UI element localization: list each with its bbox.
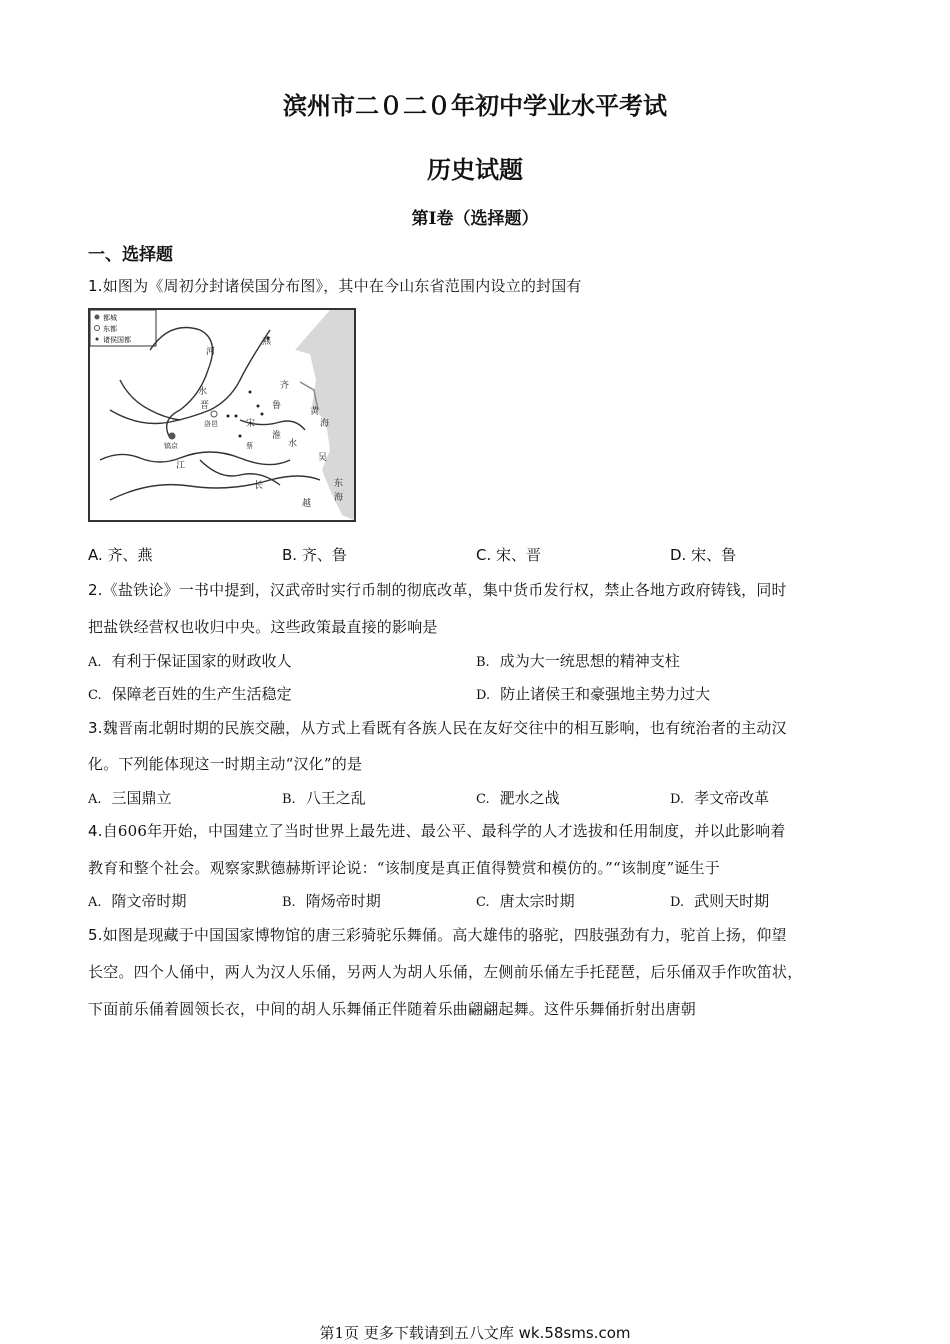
question-text: 魏晋南北朝时期的民族交融，从方式上看既有各族人民在友好交往中的相互影响，也有统治者的主动汉 xyxy=(102,719,787,737)
label-song: 宋 xyxy=(246,419,256,429)
option-key: B. xyxy=(282,895,296,910)
option-key: C. xyxy=(476,792,490,807)
q2-option-d[interactable] xyxy=(476,683,710,704)
option-text: 隋文帝时期 xyxy=(111,892,187,910)
q4-option-a[interactable] xyxy=(88,890,187,911)
option-text: 成为大一统思想的精神支柱 xyxy=(499,652,680,670)
q1-option-a[interactable] xyxy=(88,544,153,565)
q2-option-a[interactable] xyxy=(88,650,292,671)
part-heading: 第Ⅰ卷（选择题） xyxy=(411,209,539,229)
option-key: C. xyxy=(88,688,102,703)
exam-subject: 历史试题 xyxy=(427,155,523,184)
option-text: 淝水之战 xyxy=(499,789,560,807)
question-2-continued: 把盐铁经营权也收归中央。这些政策最直接的影响是 xyxy=(88,618,438,636)
option-text: 隋炀帝时期 xyxy=(305,892,381,910)
q4-option-c[interactable] xyxy=(476,890,575,911)
option-text: 武则天时期 xyxy=(694,892,770,910)
option-key: B. xyxy=(282,792,296,807)
question-text: 如图为《周初分封诸侯国分布图》，其中在今山东省范围内设立的封国有 xyxy=(102,277,582,295)
label-wu: 吴 xyxy=(318,453,328,463)
legend-fief-capital: 诸侯国都 xyxy=(103,336,131,344)
legend-capital: 都城 xyxy=(103,314,117,322)
question-2 xyxy=(88,579,787,600)
option-key: A. xyxy=(88,792,102,807)
label-haojing: 镐京 xyxy=(164,442,178,450)
legend-east-capital: 东都 xyxy=(103,325,117,333)
option-key: A. xyxy=(88,655,102,670)
q4-option-b[interactable] xyxy=(282,890,381,911)
q1-option-d[interactable] xyxy=(670,544,736,565)
question-5-continued-2: 下面前乐俑着圆领长衣，中间的胡人乐舞俑正伴随着乐曲翩翩起舞。这件乐舞俑折射出唐朝 xyxy=(88,1000,697,1018)
label-qi: 齐 xyxy=(280,381,290,391)
exam-title: 滨州市二０二０年初中学业水平考试 xyxy=(283,91,667,120)
option-text: B. 齐、鲁 xyxy=(282,546,347,564)
question-5 xyxy=(88,924,787,945)
q2-option-c[interactable] xyxy=(88,683,292,704)
option-text: 有利于保证国家的财政收人 xyxy=(111,652,292,670)
q3-option-a[interactable] xyxy=(88,787,172,808)
label-dong: 东 xyxy=(334,479,344,489)
question-text: 自606年开始，中国建立了当时世界上最先进、最公平、最科学的人才选拔和任用制度，并以此影响着 xyxy=(102,822,786,840)
sea-area xyxy=(295,310,354,520)
label-shui: 水 xyxy=(198,387,208,397)
label-jiang: 江 xyxy=(176,461,186,471)
option-text: 三国鼎立 xyxy=(111,789,172,807)
q3-option-c[interactable] xyxy=(476,787,560,808)
label-cai: 蔡 xyxy=(246,442,253,450)
q1-option-b[interactable] xyxy=(282,544,347,565)
map-legend xyxy=(90,310,156,346)
question-text: 《盐铁论》一书中提到，汉武帝时实行币制的彻底改革，集中货币发行权，禁止各地方政府铸钱，同时 xyxy=(102,581,787,599)
q3-option-b[interactable] xyxy=(282,787,366,808)
label-lu: 鲁 xyxy=(272,401,282,411)
question-number: 4. xyxy=(88,822,103,840)
label-shui-2: 水 xyxy=(288,439,298,449)
option-text: C. 宋、晋 xyxy=(476,546,542,564)
q2-option-b[interactable] xyxy=(476,650,680,671)
question-3 xyxy=(88,717,787,738)
option-text: 八王之乱 xyxy=(305,789,366,807)
label-huai: 淮 xyxy=(272,431,282,441)
question-text: 如图是现藏于中国国家博物馆的唐三彩骑驼乐舞俑。高大雄伟的骆驼，四肢强劲有力，驼首上扬，仰望 xyxy=(102,926,787,944)
question-1 xyxy=(88,275,582,296)
option-key: D. xyxy=(476,688,491,703)
label-luoyi: 洛邑 xyxy=(204,420,218,428)
map-figure xyxy=(90,310,354,520)
question-4-continued: 教育和整个社会。观察家默德赫斯评论说：“该制度是真正值得赞赏和模仿的。”“该制度”诞生于 xyxy=(88,859,720,877)
option-key: C. xyxy=(476,895,490,910)
question-number: 2. xyxy=(88,581,103,599)
q4-option-d[interactable] xyxy=(670,890,769,911)
label-jin: 晋 xyxy=(200,401,210,411)
q3-option-d[interactable] xyxy=(670,787,769,808)
label-he: 河 xyxy=(206,347,216,357)
zhou-fiefdom-map xyxy=(88,308,356,522)
question-number: 1. xyxy=(88,277,103,295)
label-hai-2: 海 xyxy=(334,493,344,503)
option-text: 唐太宗时期 xyxy=(499,892,575,910)
label-yan: 燕 xyxy=(262,337,272,347)
option-key: D. xyxy=(670,895,685,910)
label-hai: 海 xyxy=(320,419,330,429)
question-number: 5. xyxy=(88,926,103,944)
question-3-continued: 化。下列能体现这一时期主动“汉化”的是 xyxy=(88,755,363,773)
option-key: A. xyxy=(88,895,102,910)
footer-page-text: 第1页 更多下载请到五八文库 xyxy=(319,1324,514,1342)
page-footer xyxy=(0,1322,950,1343)
footer-site-link[interactable]: wk.58sms.com xyxy=(518,1324,631,1342)
option-text: 防止诸侯王和豪强地主势力过大 xyxy=(500,685,711,703)
option-key: D. xyxy=(670,792,685,807)
label-huang: 黄 xyxy=(310,407,320,417)
label-chang: 长 xyxy=(254,481,264,491)
option-text: A. 齐、燕 xyxy=(88,546,153,564)
question-4 xyxy=(88,820,786,841)
section-heading: 一、选择题 xyxy=(88,245,173,265)
q1-option-c[interactable] xyxy=(476,544,541,565)
option-key: B. xyxy=(476,655,490,670)
question-number: 3. xyxy=(88,719,103,737)
question-5-continued: 长空。四个人俑中，两人为汉人乐俑，另两人为胡人乐俑，左侧前乐俑左手托琵琶，后乐俑双手作吹笛状， xyxy=(88,963,803,981)
label-yue: 越 xyxy=(302,499,312,509)
option-text: 保障老百姓的生产生活稳定 xyxy=(111,685,292,703)
option-text: D. 宋、鲁 xyxy=(670,546,737,564)
option-text: 孝文帝改革 xyxy=(694,789,770,807)
